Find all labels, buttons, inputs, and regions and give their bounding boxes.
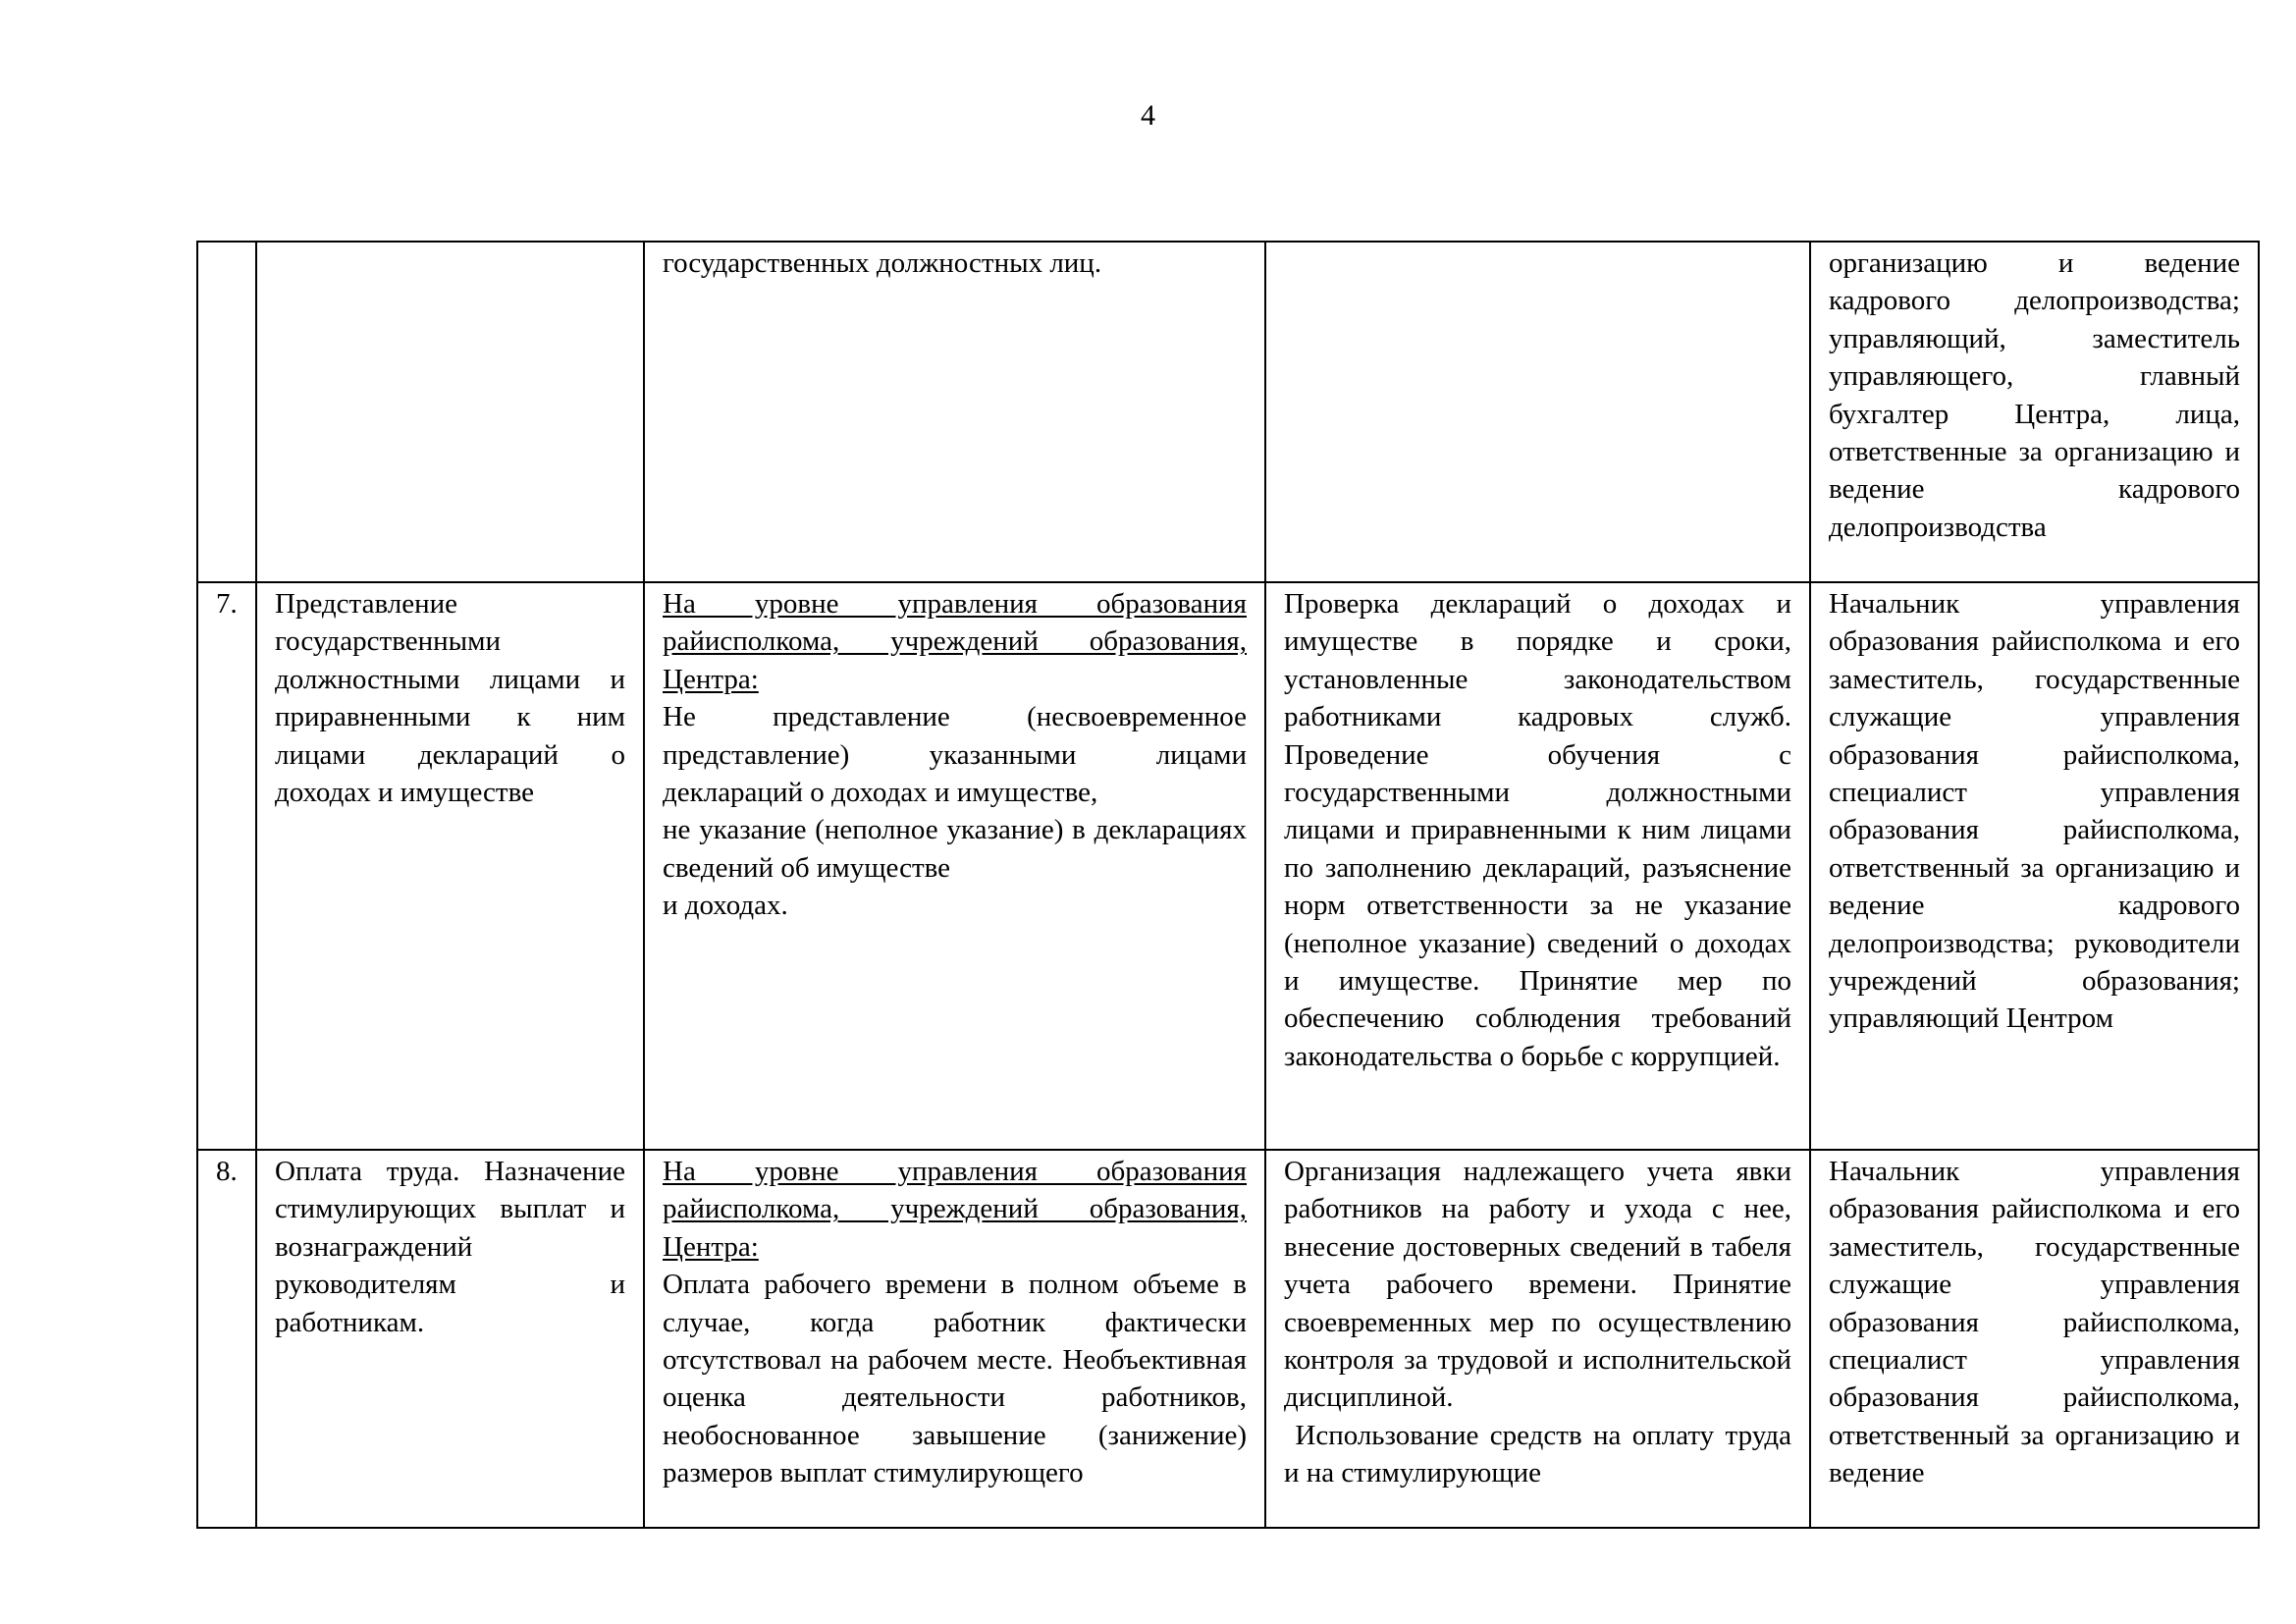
- row-number-cell: 7.: [197, 582, 256, 1150]
- table-row: [197, 1150, 2259, 1528]
- situation-cell: [644, 242, 1265, 582]
- responsible-cell: организацию и ведение кадрового делопроизводства; управляющий, заместитель управляющего, главный бухгалтер Центра, лица, ответственные за организацию и ведение кадрового делопроизводства: [1810, 242, 2259, 582]
- situation-text: и доходах.: [663, 890, 788, 922]
- situation-heading: На уровне управления образования райисполкома, учреждений образования, Центра:: [663, 588, 1247, 695]
- risk-cell: Представление государственными должностными лицами и приравненными к ним лицами деклараций о доходах и имуществе: [256, 582, 644, 1150]
- situation-text: не указание (неполное указание) в декларациях сведений об имуществе: [663, 814, 1247, 884]
- responsible-cell: Начальник управления образования райисполкома и его заместитель, государственные служащие управления образования райисполкома, специалист управления образования райисполкома, ответственный за организацию и ведение кадрового делопроизводства; руководители учреждений образования; управляющий Центром: [1810, 582, 2259, 1150]
- page-number: 4: [1141, 99, 1155, 132]
- situation-heading: На уровне управления образования райисполкома, учреждений образования, Центра:: [663, 1156, 1247, 1263]
- measures-cell: [1265, 1150, 1810, 1528]
- measures-text: Использование средств на оплату труда и на стимулирующие: [1284, 1419, 1799, 1489]
- table-row: [197, 582, 2259, 1150]
- measures-text: Организация надлежащего учета явки работников на работу и ухода с нее, внесение достоверных сведений в табеля учета рабочего времени. Принятие своевременных мер по осуществлению контроля за трудовой и исполнительской дисциплиной.: [1284, 1156, 1791, 1414]
- situation-cell: [644, 1150, 1265, 1528]
- measures-cell: [1265, 242, 1810, 582]
- risk-cell: [256, 242, 644, 582]
- responsible-cell: Начальник управления образования райисполкома и его заместитель, государственные служащие управления образования райисполкома, специалист управления образования райисполкома, ответственный за организацию и ведение: [1810, 1150, 2259, 1528]
- measures-cell: Проверка деклараций о доходах и имуществе в порядке и сроки, установленные законодательством работниками кадровых служб. Проведение обучения с государственными должностными лицами и приравненными к ним лицами по заполнению деклараций, разъяснение норм ответственности за не указание (неполное указание) сведений о доходах и имуществе. Принятие мер по обеспечению соблюдения требований законодательства о борьбе с коррупцией.: [1265, 582, 1810, 1150]
- row-number-cell: 8.: [197, 1150, 256, 1528]
- situation-text: Не представление (несвоевременное представление) указанными лицами деклараций о доходах и имуществе,: [663, 701, 1247, 809]
- situation-cell: [644, 582, 1265, 1150]
- corruption-risk-table: [196, 241, 2260, 1529]
- situation-text: Оплата рабочего времени в полном объеме в случае, когда работник фактически отсутствовал на рабочем месте. Необъективная оценка деятельности работников, необоснованное завышение (занижение) размеров выплат стимулирующего: [663, 1269, 1247, 1489]
- risk-cell: Оплата труда. Назначение стимулирующих выплат и вознаграждений руководителям и работникам.: [256, 1150, 644, 1528]
- row-number-cell: [197, 242, 256, 582]
- situation-text: государственных должностных лиц.: [663, 247, 1102, 279]
- table-row: [197, 242, 2259, 582]
